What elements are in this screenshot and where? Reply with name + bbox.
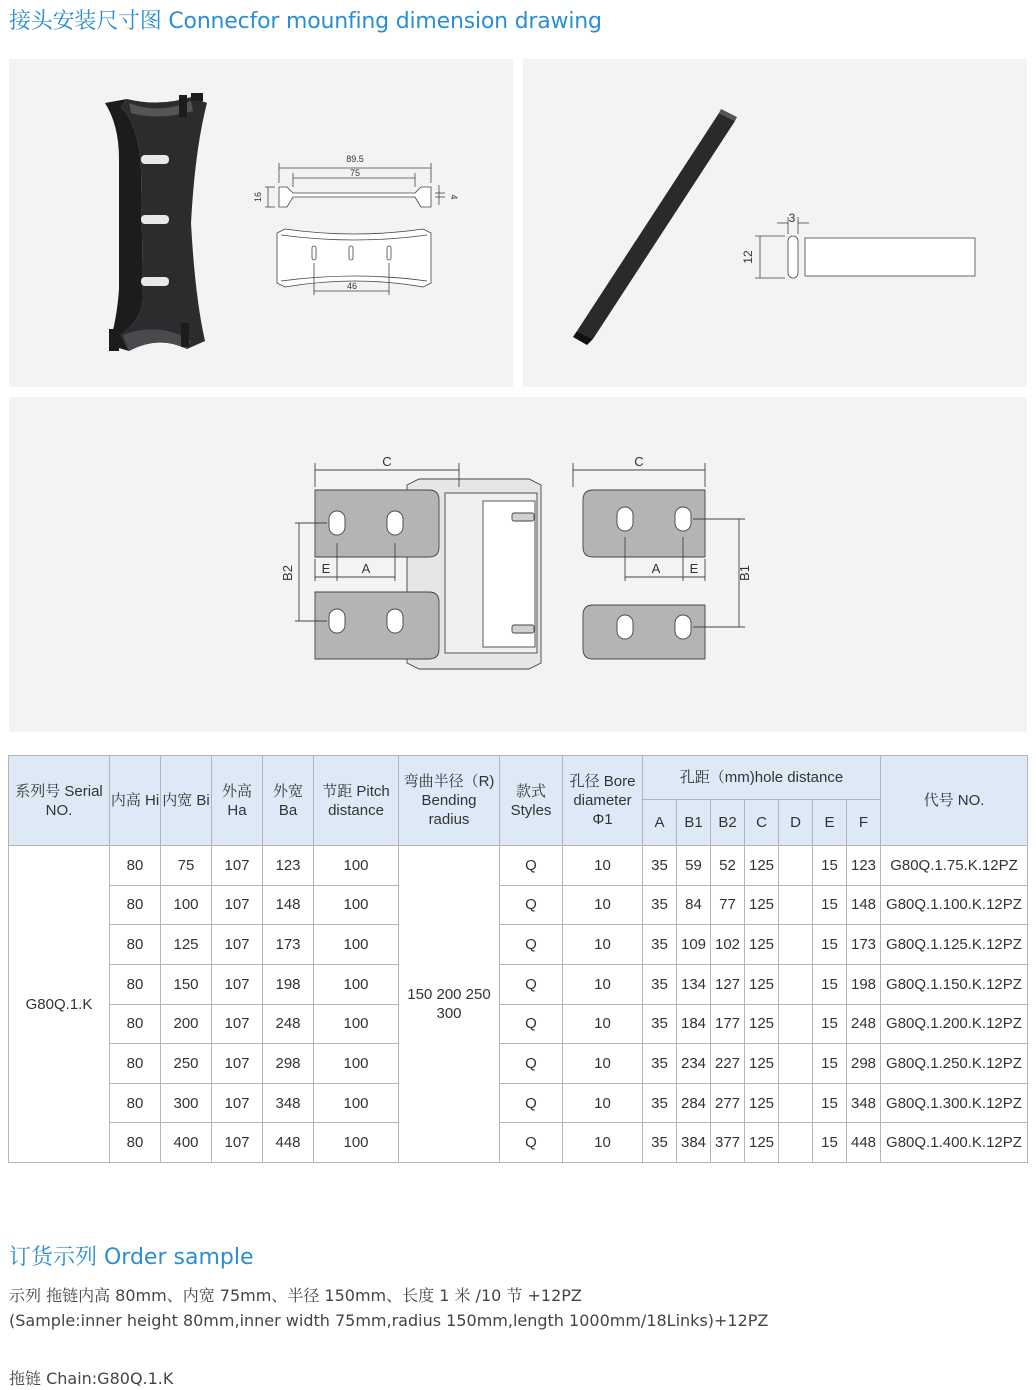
- header-hole-c: C: [745, 800, 779, 846]
- hole-b2-cell: 127: [711, 964, 745, 1004]
- hi-cell: 80: [110, 1123, 161, 1163]
- pitch-cell: 100: [314, 964, 399, 1004]
- style-cell: Q: [500, 846, 563, 886]
- hole-c-cell: 125: [745, 885, 779, 925]
- ha-cell: 107: [212, 885, 263, 925]
- hole-d-cell: [779, 964, 813, 1004]
- hole-d-cell: [779, 846, 813, 886]
- hole-b1-cell: 284: [677, 1083, 711, 1123]
- bi-cell: 100: [161, 885, 212, 925]
- header-code: 代号 NO.: [881, 756, 1028, 846]
- hi-cell: 80: [110, 846, 161, 886]
- bracket-photo: [105, 93, 207, 351]
- hole-b2-cell: 277: [711, 1083, 745, 1123]
- ba-cell: 123: [263, 846, 314, 886]
- ba-cell: 173: [263, 925, 314, 965]
- header-hole-d: D: [779, 800, 813, 846]
- hole-b2-cell: 227: [711, 1044, 745, 1084]
- dim-b1: B1: [737, 565, 752, 581]
- ha-cell: 107: [212, 925, 263, 965]
- hole-e-cell: 15: [813, 1004, 847, 1044]
- hole-b1-cell: 84: [677, 885, 711, 925]
- pitch-cell: 100: [314, 846, 399, 886]
- hole-e-cell: 15: [813, 1123, 847, 1163]
- bi-cell: 125: [161, 925, 212, 965]
- dim-height: 16: [253, 191, 263, 203]
- hole-e-cell: 15: [813, 1083, 847, 1123]
- header-ba: 外宽 Ba: [263, 756, 314, 846]
- dim-strip-height: 12: [741, 250, 755, 264]
- header-hole-f: F: [847, 800, 881, 846]
- hole-f-cell: 448: [847, 1123, 881, 1163]
- code-cell: G80Q.1.75.K.12PZ: [881, 846, 1028, 886]
- dim-c-left: C: [382, 454, 392, 469]
- bore-cell: 10: [563, 1044, 643, 1084]
- header-bore: 孔径 Bore diameter Φ1: [563, 756, 643, 846]
- ha-cell: 107: [212, 1044, 263, 1084]
- code-cell: G80Q.1.300.K.12PZ: [881, 1083, 1028, 1123]
- table-row: [9, 1083, 1028, 1123]
- bi-cell: 75: [161, 846, 212, 886]
- code-cell: G80Q.1.100.K.12PZ: [881, 885, 1028, 925]
- header-styles: 款式 Styles: [500, 756, 563, 846]
- pitch-cell: 100: [314, 1044, 399, 1084]
- table-row: [9, 925, 1028, 965]
- hole-a-cell: 35: [643, 1083, 677, 1123]
- header-bending: 弯曲半径（R) Bending radius: [399, 756, 500, 846]
- hole-b2-cell: 177: [711, 1004, 745, 1044]
- hole-c-cell: 125: [745, 964, 779, 1004]
- hole-f-cell: 348: [847, 1083, 881, 1123]
- hole-a-cell: 35: [643, 964, 677, 1004]
- hole-d-cell: [779, 1123, 813, 1163]
- mounting-panel: [9, 397, 1027, 732]
- hole-d-cell: [779, 1044, 813, 1084]
- header-hole-b2: B2: [711, 800, 745, 846]
- hole-f-cell: 198: [847, 964, 881, 1004]
- style-cell: Q: [500, 885, 563, 925]
- header-hole-a: A: [643, 800, 677, 846]
- hole-f-cell: 248: [847, 1004, 881, 1044]
- bore-cell: 10: [563, 925, 643, 965]
- hole-b1-cell: 109: [677, 925, 711, 965]
- hole-e-cell: 15: [813, 925, 847, 965]
- dim-inner: 75: [349, 168, 361, 178]
- hole-a-cell: 35: [643, 885, 677, 925]
- hole-c-cell: 125: [745, 1123, 779, 1163]
- table-row: [9, 1123, 1028, 1163]
- dim-e-left: E: [321, 561, 331, 576]
- style-cell: Q: [500, 1123, 563, 1163]
- hole-d-cell: [779, 885, 813, 925]
- strip-drawing: [755, 217, 975, 278]
- style-cell: Q: [500, 1044, 563, 1084]
- code-cell: G80Q.1.400.K.12PZ: [881, 1123, 1028, 1163]
- pitch-cell: 100: [314, 885, 399, 925]
- table-row: [9, 885, 1028, 925]
- header-hole-b1: B1: [677, 800, 711, 846]
- header-hole-distance: 孔距（mm)hole distance: [643, 756, 881, 800]
- hole-f-cell: 298: [847, 1044, 881, 1084]
- hole-e-cell: 15: [813, 846, 847, 886]
- order-chain-code: 拖链 Chain:G80Q.1.K: [9, 1369, 174, 1388]
- hole-d-cell: [779, 1083, 813, 1123]
- bore-cell: 10: [563, 1123, 643, 1163]
- order-line-cn: 示列 拖链内高 80mm、内宽 75mm、半径 150mm、长度 1 米 /10 节 +12PZ: [9, 1286, 582, 1305]
- hole-b2-cell: 77: [711, 885, 745, 925]
- hole-c-cell: 125: [745, 846, 779, 886]
- table-row: [9, 846, 1028, 886]
- table-row: [9, 1004, 1028, 1044]
- ha-cell: 107: [212, 1004, 263, 1044]
- ha-cell: 107: [212, 1083, 263, 1123]
- bore-cell: 10: [563, 964, 643, 1004]
- ba-cell: 248: [263, 1004, 314, 1044]
- dim-a-left: A: [361, 561, 371, 576]
- pitch-cell: 100: [314, 1083, 399, 1123]
- bi-cell: 300: [161, 1083, 212, 1123]
- bi-cell: 200: [161, 1004, 212, 1044]
- table-row: [9, 964, 1028, 1004]
- hole-b1-cell: 59: [677, 846, 711, 886]
- code-cell: G80Q.1.250.K.12PZ: [881, 1044, 1028, 1084]
- bracket-panel: [9, 59, 513, 387]
- serial-cell: G80Q.1.K: [9, 846, 110, 1163]
- bore-cell: 10: [563, 885, 643, 925]
- code-cell: G80Q.1.150.K.12PZ: [881, 964, 1028, 1004]
- order-line-en: (Sample:inner height 80mm,inner width 75mm,radius 150mm,length 1000mm/18Links)+12PZ: [9, 1311, 769, 1330]
- bending-radius-cell: 150 200 250 300: [399, 846, 500, 1163]
- bi-cell: 400: [161, 1123, 212, 1163]
- dim-width: 89.5: [346, 154, 364, 164]
- hole-a-cell: 35: [643, 1004, 677, 1044]
- hole-c-cell: 125: [745, 1083, 779, 1123]
- hole-b1-cell: 234: [677, 1044, 711, 1084]
- dim-a-right: A: [651, 561, 661, 576]
- header-hi: 内高 Hi: [110, 756, 161, 846]
- hole-c-cell: 125: [745, 1044, 779, 1084]
- code-cell: G80Q.1.200.K.12PZ: [881, 1004, 1028, 1044]
- bore-cell: 10: [563, 1083, 643, 1123]
- hole-f-cell: 173: [847, 925, 881, 965]
- ba-cell: 148: [263, 885, 314, 925]
- dim-strip-thickness: 3: [788, 211, 796, 225]
- hole-e-cell: 15: [813, 1044, 847, 1084]
- ba-cell: 198: [263, 964, 314, 1004]
- hole-a-cell: 35: [643, 846, 677, 886]
- hole-a-cell: 35: [643, 925, 677, 965]
- pitch-cell: 100: [314, 925, 399, 965]
- hole-b1-cell: 184: [677, 1004, 711, 1044]
- header-bi: 内宽 Bi: [161, 756, 212, 846]
- ba-cell: 348: [263, 1083, 314, 1123]
- bore-cell: 10: [563, 1004, 643, 1044]
- hi-cell: 80: [110, 925, 161, 965]
- hole-b2-cell: 377: [711, 1123, 745, 1163]
- pitch-cell: 100: [314, 1004, 399, 1044]
- bi-cell: 150: [161, 964, 212, 1004]
- bore-cell: 10: [563, 846, 643, 886]
- spec-table-body: [9, 846, 1028, 1163]
- dim-thickness: 4: [449, 194, 459, 200]
- table-row: [9, 1044, 1028, 1084]
- hole-a-cell: 35: [643, 1044, 677, 1084]
- dim-b2: B2: [280, 565, 295, 581]
- code-cell: G80Q.1.125.K.12PZ: [881, 925, 1028, 965]
- spec-table: [8, 755, 1028, 1163]
- hole-b1-cell: 134: [677, 964, 711, 1004]
- ha-cell: 107: [212, 1123, 263, 1163]
- page-title: 接头安装尺寸图 Connecfor mounfing dimension drawing: [9, 9, 602, 34]
- style-cell: Q: [500, 1004, 563, 1044]
- hi-cell: 80: [110, 885, 161, 925]
- bracket-drawing: [265, 163, 445, 295]
- hole-f-cell: 123: [847, 846, 881, 886]
- hi-cell: 80: [110, 1083, 161, 1123]
- header-hole-e: E: [813, 800, 847, 846]
- strip-photo: [573, 109, 737, 345]
- hole-a-cell: 35: [643, 1123, 677, 1163]
- dim-e-right: E: [689, 561, 699, 576]
- hole-d-cell: [779, 925, 813, 965]
- dim-c-right: C: [634, 454, 644, 469]
- pitch-cell: 100: [314, 1123, 399, 1163]
- hole-b2-cell: 102: [711, 925, 745, 965]
- style-cell: Q: [500, 964, 563, 1004]
- hole-f-cell: 148: [847, 885, 881, 925]
- hi-cell: 80: [110, 964, 161, 1004]
- ba-cell: 448: [263, 1123, 314, 1163]
- order-title: 订货示列 Order sample: [9, 1245, 254, 1270]
- ha-cell: 107: [212, 964, 263, 1004]
- header-pitch: 节距 Pitch distance: [314, 756, 399, 846]
- dim-slot-span: 46: [346, 281, 358, 291]
- hole-e-cell: 15: [813, 964, 847, 1004]
- ba-cell: 298: [263, 1044, 314, 1084]
- hole-b1-cell: 384: [677, 1123, 711, 1163]
- bi-cell: 250: [161, 1044, 212, 1084]
- hole-e-cell: 15: [813, 885, 847, 925]
- hi-cell: 80: [110, 1004, 161, 1044]
- style-cell: Q: [500, 925, 563, 965]
- hi-cell: 80: [110, 1044, 161, 1084]
- header-ha: 外高 Ha: [212, 756, 263, 846]
- ha-cell: 107: [212, 846, 263, 886]
- style-cell: Q: [500, 1083, 563, 1123]
- hole-c-cell: 125: [745, 1004, 779, 1044]
- hole-d-cell: [779, 1004, 813, 1044]
- hole-c-cell: 125: [745, 925, 779, 965]
- strip-panel: [523, 59, 1027, 387]
- header-serial: 系列号 Serial NO.: [9, 756, 110, 846]
- hole-b2-cell: 52: [711, 846, 745, 886]
